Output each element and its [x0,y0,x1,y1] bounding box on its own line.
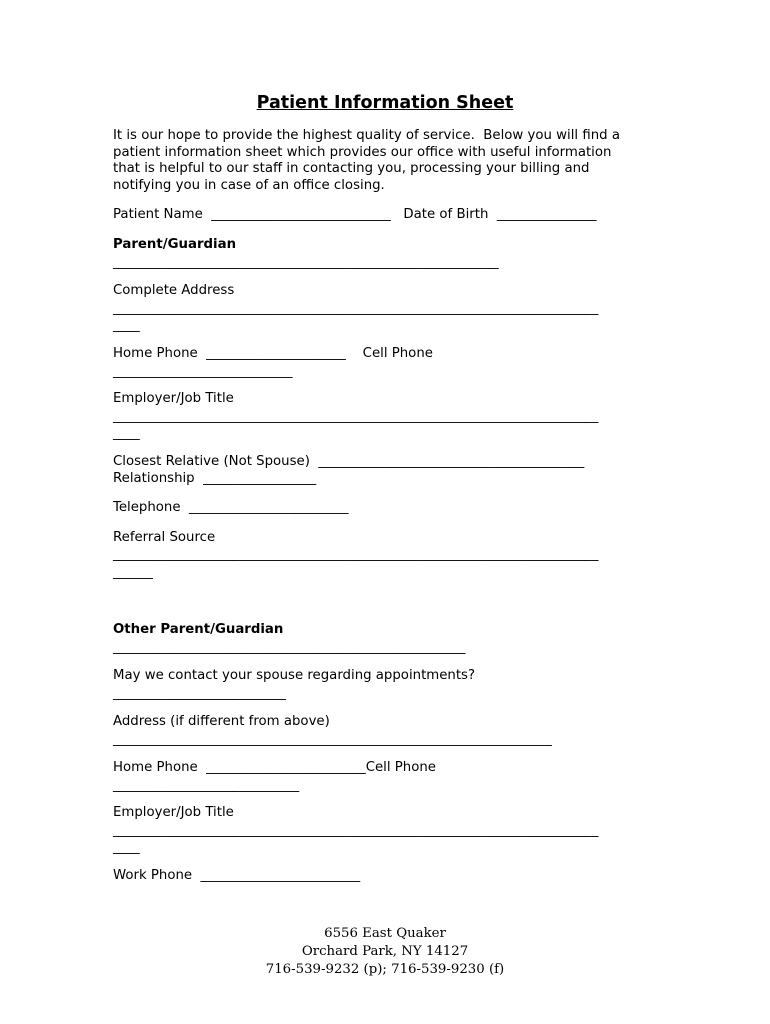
other-parent-guardian-heading: Other Parent/Guardian [113,622,284,637]
contact-spouse-field[interactable]: __________________________ [113,686,286,701]
complete-address-field-continued[interactable]: ____ [113,318,140,333]
other-home-cell-phone-field[interactable]: Home Phone ________________________Cell Phone [113,760,436,775]
telephone-field[interactable]: Telephone ________________________ [113,500,349,515]
referral-source-field-continued[interactable]: ______ [113,565,153,580]
cell-phone-field[interactable]: ___________________________ [113,364,293,379]
intro-line-3: that is helpful to our staff in contacting you, processing your billing and [113,161,590,176]
work-phone-field[interactable]: Work Phone ________________________ [113,868,361,883]
parent-guardian-field[interactable]: __________________________________________________________ [113,255,499,270]
closest-relative-field[interactable]: Closest Relative (Not Spouse) ________________________________________ [113,454,585,469]
parent-guardian-heading: Parent/Guardian [113,237,237,252]
referral-source-field[interactable]: _________________________________________________________________________ [113,547,599,562]
intro-line-2: patient information sheet which provides our office with useful information [113,145,612,160]
footer-city: Orchard Park, NY 14127 [301,944,469,959]
other-employer-job-title-field-continued[interactable]: ____ [113,840,140,855]
address-different-field[interactable]: __________________________________________________________________ [113,732,552,747]
footer-street: 6556 East Quaker [324,926,446,941]
complete-address-field[interactable]: _________________________________________________________________________ [113,301,599,316]
footer-phones: 716-539-9232 (p); 716-539-9230 (f) [265,962,505,977]
intro-line-1: It is our hope to provide the highest quality of service. Below you will find a [113,128,620,143]
other-employer-job-title-field[interactable]: _________________________________________________________________________ [113,823,599,838]
intro-line-4: notifying you in case of an office closing. [113,178,385,193]
employer-job-title-field-continued[interactable]: ____ [113,426,140,441]
patient-name-dob-field[interactable]: Patient Name ___________________________ Date of Birth _______________ [113,207,597,222]
referral-source-label: Referral Source [113,530,216,545]
home-cell-phone-field[interactable]: Home Phone _____________________ Cell Phone [113,346,433,361]
relationship-field[interactable]: Relationship _________________ [113,471,317,486]
employer-job-title-field[interactable]: _________________________________________________________________________ [113,409,599,424]
page-title: Patient Information Sheet [256,93,514,113]
other-parent-guardian-field[interactable]: _____________________________________________________ [113,640,466,655]
other-employer-job-title-label: Employer/Job Title [113,805,234,820]
employer-job-title-label: Employer/Job Title [113,391,234,406]
address-different-label: Address (if different from above) [113,714,330,729]
contact-spouse-question: May we contact your spouse regarding appointments? [113,668,476,683]
other-cell-phone-field[interactable]: ____________________________ [113,778,300,793]
complete-address-label: Complete Address [113,283,235,298]
